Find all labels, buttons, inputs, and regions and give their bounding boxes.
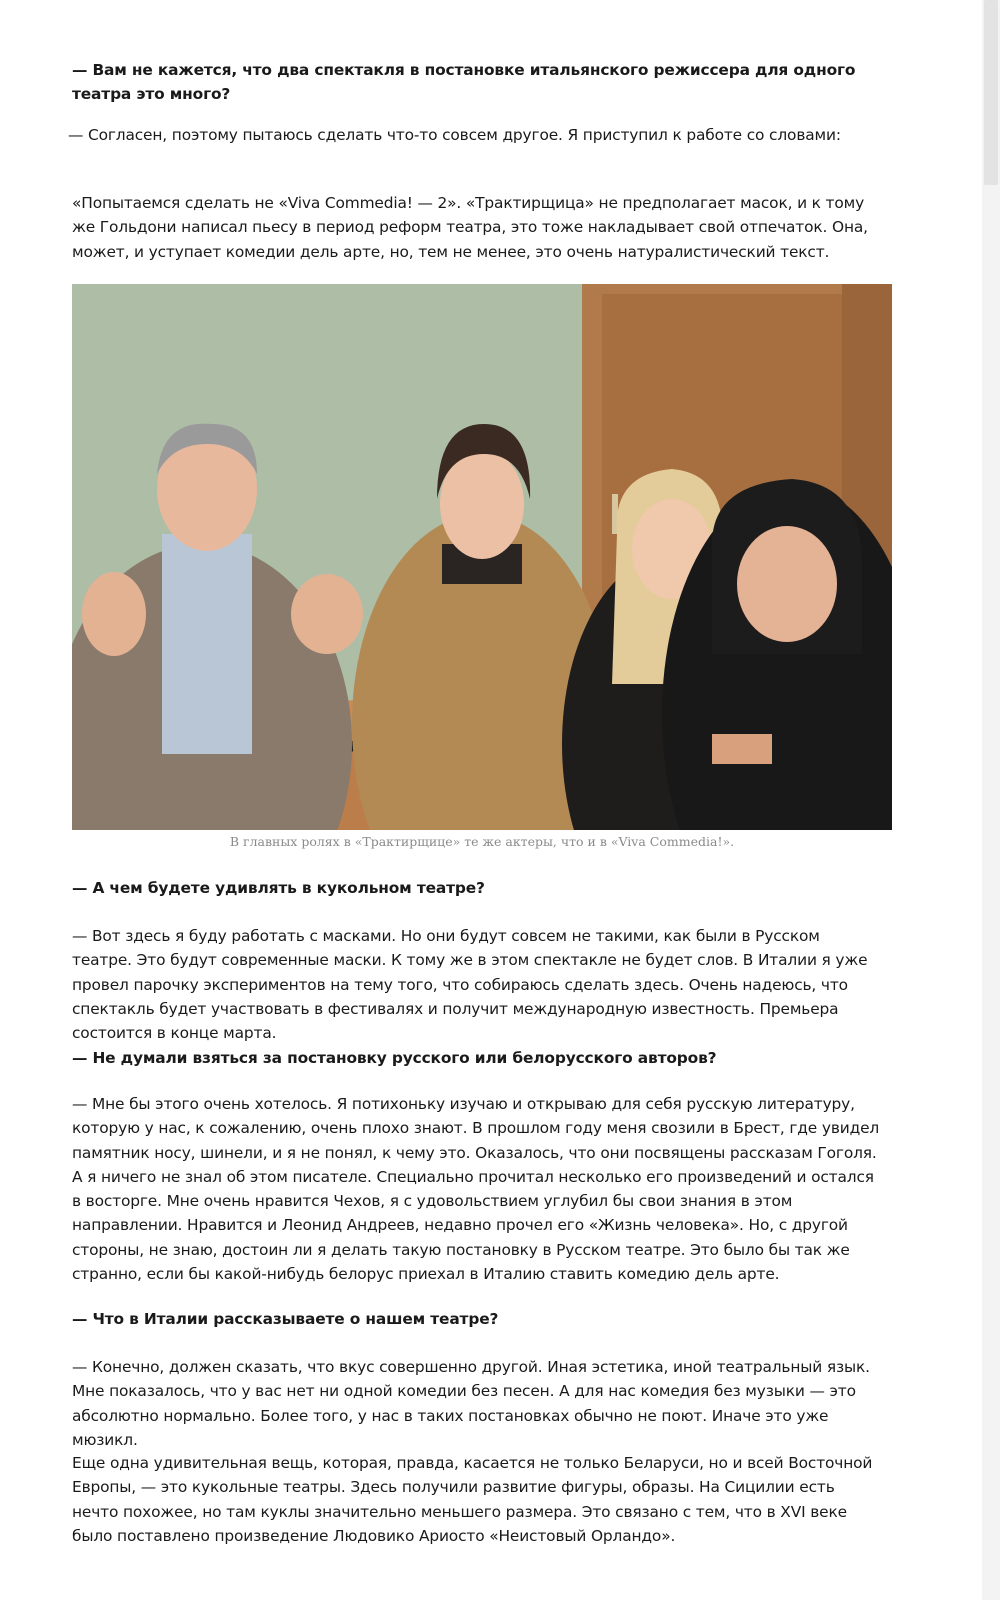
article-photo (72, 284, 892, 830)
answer-4: — Конечно, должен сказать, что вкус совершенно другой. Иная эстетика, иной театральный язык. Мне показалось, что у вас нет ни одной комедии без песен. А для нас комедия без музыки — это абсолютно нормально. Более того, у нас в таких постановках обычно не поют. Иначе это уже мюзикл. (72, 1358, 870, 1449)
answer-3: — Мне бы этого очень хотелось. Я потихоньку изучаю и открываю для себя русскую литературу, которую у нас, к сожалению, очень плохо знают. В прошлом году меня свозили в Брест, где увидел памятник носу, шинели, и я не понял, к чему это. Оказалось, что они посвящены рассказам Гоголя. А я ничего не знал об этом писателе. Специально прочитал несколько его произведений и остался в восторге. Мне очень нравится Чехов, я с удовольствием углубил бы свои знания в этом направлении. Нравится и Леонид Андреев, недавно прочел его «Жизнь человека». Но, с другой стороны, не знаю, достоин ли я делать такую постановку в Русском театре. Это было бы так же странно, если бы какой-нибудь белорус приехал в Италию ставить комедию дель арте. (72, 1095, 880, 1284)
answer-4-continued: Еще одна удивительная вещь, которая, правда, касается не только Беларуси, но и всей Восточной Европы, — это кукольные театры. Здесь получили развитие фигуры, образы. На Сицилии есть нечто похожее, но там куклы значительно меньшего размера. Это связано с тем, что в XVI веке было поставлено произведение Людовико Ариосто «Неистовый Орландо». (72, 1454, 873, 1545)
photo-caption: В главных ролях в «Трактирщице» те же актеры, что и в «Viva Commedia!». (229, 834, 735, 849)
question-4: — Что в Италии рассказываете о нашем театре? (72, 1310, 499, 1328)
answer-1: — Согласен, поэтому пытаюсь сделать что-то совсем другое. Я приступил к работе со словами: (68, 126, 841, 144)
question-1: — Вам не кажется, что два спектакля в постановке итальянского режиссера для одного театра это много? (72, 61, 856, 104)
answer-1-quote: «Попытаемся сделать не «Viva Commedia! — 2». «Трактирщица» не предполагает масок, и к тому же Гольдони написал пьесу в период реформ театра, это тоже накладывает свой отпечаток. Она, может, и уступает комедии дель арте, но, тем не менее, это очень натуралистический текст. (72, 194, 868, 261)
answer-2: — Вот здесь я буду работать с масками. Но они будут совсем не такими, как были в Русском театре. Это будут современные маски. К тому же в этом спектакле не будет слов. В Италии я уже провел парочку экспериментов на тему того, что собираюсь сделать здесь. Очень надеюсь, что спектакль будет участвовать в фестивалях и получит международную известность. Премьера состоится в конце марта. (72, 927, 868, 1043)
scrollbar-thumb[interactable] (984, 0, 998, 185)
question-3: — Не думали взяться за постановку русского или белорусского авторов? (72, 1049, 717, 1067)
page-scrollbar[interactable] (982, 0, 1000, 1600)
question-2: — А чем будете удивлять в кукольном театре? (72, 879, 485, 897)
